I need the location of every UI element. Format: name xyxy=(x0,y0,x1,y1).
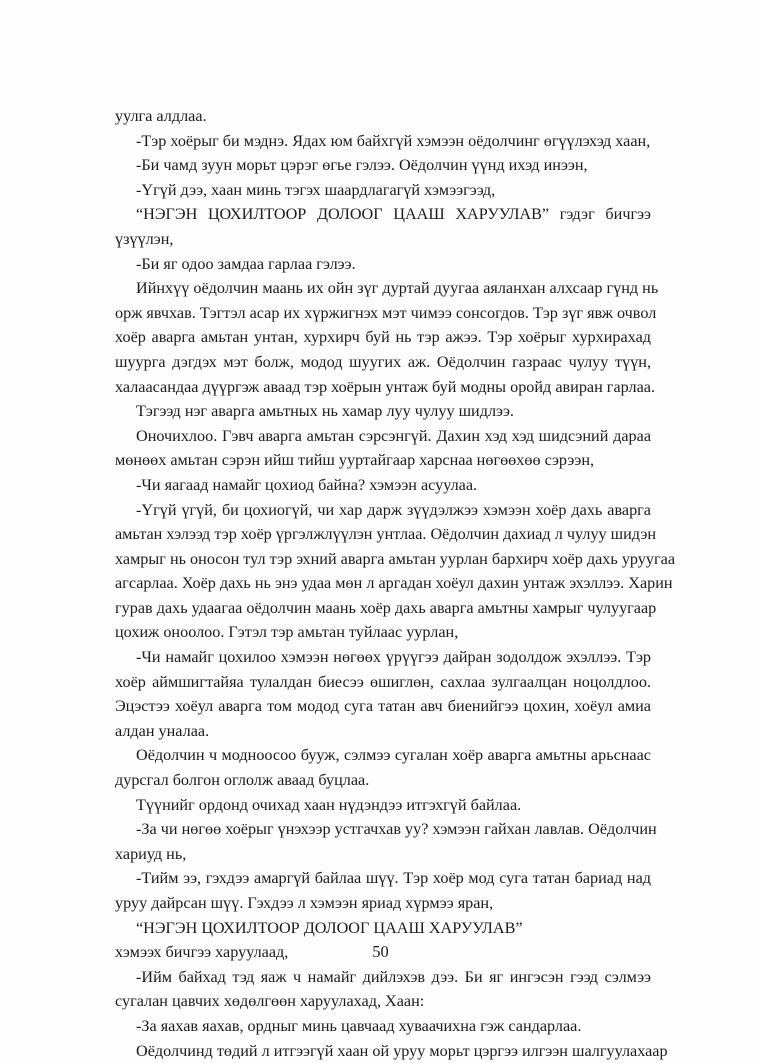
text-line: хариуд нь, xyxy=(115,844,187,863)
text-line: Оёдолчин ч модноосоо бууж, сэлмээ сугалан хоёр аварга амьтны арьснаас xyxy=(136,746,651,765)
text-line: цохиж оноолоо. Гэтэл тэр амьтан туйлаас уурлан, xyxy=(115,623,459,642)
text-line: амьтан хэлээд тэр хоёр үргэлжлүүлэн унтлаа. Оёдолчин дахиад л чулуу шидэн xyxy=(115,525,657,544)
text-line: сугалан цавчих хөдөлгөөн харуулахад, Хаан: xyxy=(115,992,425,1011)
text-line: алдан уналаа. xyxy=(115,721,210,740)
text-line: -За чи нөгөө хоёрыг үнэхээр устгачхав уу? хэмээн гайхан лавлав. Оёдолчин xyxy=(136,820,657,839)
text-line: Ийнхүү оёдолчин маань их ойн зүг дуртай дуугаа аяланхан алхсаар гүнд нь xyxy=(136,279,659,298)
text-line: Тэгээд нэг аварга амьтных нь хамар луу чулуу шидлээ. xyxy=(136,402,514,421)
text-line: гурав дахь удаагаа оёдолчин маань хоёр дахь аварга амьтны хамрыг чулуугаар xyxy=(115,598,657,617)
page-number: 50 xyxy=(372,942,389,961)
text-line: Түүнийг ордонд очихад хаан нүдэндээ итгэхгүй байлаа. xyxy=(136,795,522,814)
text-line: уулга алдлаа. xyxy=(115,107,207,125)
text-line: -Чи намайг цохилоо хэмээн нөгөөх үрүүгээ дайран зодолдож эхэллээ. Тэр xyxy=(136,648,651,667)
text-line: мөнөөх амьтан сэрэн ийш тийш ууртайгаар харснаа нөгөөхөө сэрээн, xyxy=(115,451,595,470)
text-line: -Тийм ээ, гэхдээ амаргүй байлаа шүү. Тэр хоёр мод суга татан бариад над xyxy=(136,869,651,888)
text-line: орж явчхав. Тэгтэл асар их хүржигнэх мэт чимээ сонсогдов. Тэр зүг явж очвол xyxy=(115,303,657,322)
text-line: агсарлаа. Хоёр дахь нь энэ удаа мөн л аргадан хоёул дахин унтаж эхэллээ. Харин xyxy=(115,574,673,593)
body-text xyxy=(115,104,675,1063)
text-line: хоёр аварга амьтан унтан, хурхирч буй нь тэр ажээ. Тэр хоёрыг хурхирахад xyxy=(115,328,651,347)
text-line: дурсгал болгон оглолж аваад буцлаа. xyxy=(115,771,370,790)
text-line: Эцэстээ хоёул аварга том модод суга татан авч биенийгээ цохин, хоёул амиа xyxy=(115,697,651,716)
text-line: хамрыг нь оносон тул тэр эхний аварга амьтан уурлан бархирч хоёр дахь уруугаа xyxy=(115,549,675,568)
text-line: “НЭГЭН ЦОХИЛТООР ДОЛООГ ЦААШ ХАРУУЛАВ” xyxy=(136,918,523,937)
text-line: уруу дайрсан шүү. Гэхдээ л хэмээн яриад хүрмээ яран, xyxy=(115,894,494,912)
text-line: -Ийм байхад тэд яаж ч намайг дийлэхэв дээ. Би яг ингэсэн гээд сэлмээ xyxy=(136,967,651,986)
text-line: “НЭГЭН ЦОХИЛТООР ДОЛООГ ЦААШ ХАРУУЛАВ” гэдэг бичгээ xyxy=(136,205,651,224)
text-line: шуурга дэгдэх мэт болж, модод шуугих аж. Оёдолчин газраас чулуу түүн, xyxy=(115,352,651,371)
text-line: -Тэр хоёрыг би мэднэ. Ядах юм байхгүй хэмээн оёдолчинг өгүүлэхэд хаан, xyxy=(136,131,651,150)
text-line: халаасандаа дүүргэж аваад тэр хоёрын унтаж буй модны оройд авиран гарлаа. xyxy=(115,377,656,396)
text-line: -Би яг одоо замдаа гарлаа гэлээ. xyxy=(136,254,356,273)
text-line: -Үгүй дээ, хаан минь тэгэх шаардлагагүй хэмээгээд, xyxy=(136,180,496,199)
text-line: -Чи яагаад намайг цохиод байна? хэмээн асуулаа. xyxy=(136,475,478,494)
text-line: хоёр аймшигтайяа тулалдан биесээ өшиглөн, сахлаа зулгаалцан ноцолдлоо. xyxy=(115,672,651,691)
text-line: Оночихлоо. Гэвч аварга амьтан сэрсэнгүй. Дахин хэд хэд шидсэний дараа xyxy=(136,426,651,445)
text-line: хэмээх бичгээ харуулаад, xyxy=(115,943,289,962)
text-line: -Би чамд зуун морьт цэрэг өгье гэлээ. Оёдолчин үүнд ихэд инээн, xyxy=(136,156,588,175)
text-line: үзүүлэн, xyxy=(115,229,174,248)
text-line: Оёдолчинд төдий л итгээгүй хаан ой уруу морьт цэргээ илгээн шалгуулахаар xyxy=(136,1041,668,1060)
text-line: -За яахав яахав, ордныг минь цавчаад хуваачихна гэж сандарлаа. xyxy=(136,1016,582,1035)
text-line: -Үгүй үгүй, би цохиогүй, чи хар дарж зүүдэлжээ хэмээн хоёр дахь аварга xyxy=(136,500,651,519)
